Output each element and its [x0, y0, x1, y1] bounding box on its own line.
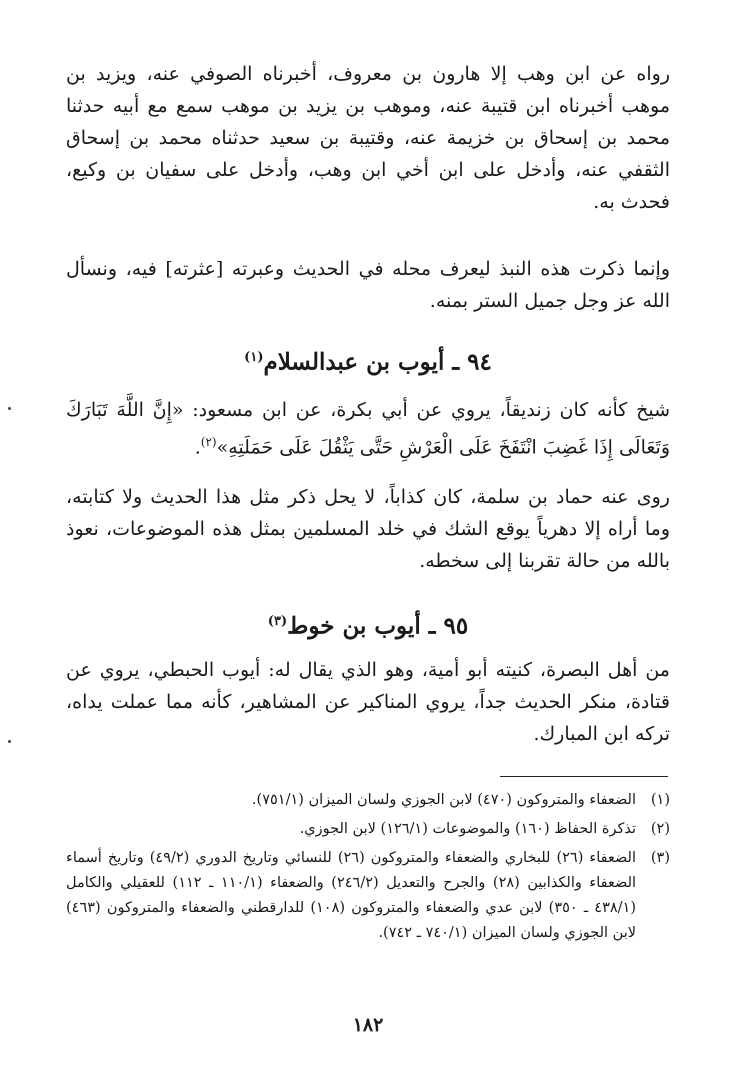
footnote-ref-3: (٣) [267, 614, 288, 629]
hadith-text: شيخ كأنه كان زنديقاً، يروي عن أبي بكرة، عن ابن مسعود: «إِنَّ اللَّهَ تَبَارَكَ وَتَعَالَى إِذَا غَضِبَ انْتَفَخَ عَلَى الْعَرْشِ حَتَّى يَثْقُلَ عَلَى حَمَلَتِهِ» [66, 399, 670, 459]
footnote-item [66, 846, 670, 946]
entry-heading-94 [66, 338, 670, 383]
paragraph-biography: من أهل البصرة، كنيته أبو أمية، وهو الذي يقال له: أيوب الحبطي، يروي عن قتادة، منكر الحديث جداً، يروي المناكير عن المشاهير، كأنه مما عملت يداه، تركه ابن المبارك. [66, 659, 670, 745]
footnote-number: (٢) [650, 821, 670, 837]
footnote-ref-1: (١) [244, 350, 264, 365]
footnotes-section [66, 788, 670, 950]
paragraph-hadith [66, 394, 670, 463]
footnote-text: تذكرة الحفاظ (١٦٠) والموضوعات (١٢٦/١) لابن الجوزي. [299, 821, 636, 837]
footnote-number: (١) [650, 792, 670, 808]
footnote-text: الضعفاء والمتروكون (٤٧٠) لابن الجوزي ولسان الميزان (٧٥١/١). [251, 792, 636, 808]
footnote-item [66, 788, 670, 813]
footnote-item [66, 817, 670, 842]
entry-title-94: ٩٤ ـ أيوب بن عبدالسلام [263, 348, 492, 376]
scan-speck [8, 740, 11, 743]
paragraph-critique: روى عنه حماد بن سلمة، كان كذاباً، لا يحل ذكر مثل هذا الحديث ولا كتابته، وما أراه إلا دهرياً يوقع الشك في خلد المسلمين بمثل هذه الموضوعات، نعوذ بالله من حالة تقربنا إلى سخطه. [66, 486, 670, 572]
footnote-text: الضعفاء (٢٦) للبخاري والضعفاء والمتروكون (٢٦) للنسائي وتاريخ الدوري (٤٩/٢) وتاريخ أسماء الضعفاء والكذابين (٢٨) والجرح والتعديل (٢٤٦/٢) والضعفاء (١١٠/١ ـ ١١٢) للعقيلي والكامل (٤٣٨/١ ـ ٣٥٠) لابن عدي والضعفاء والمتروكون (١٠٨) للدارقطني والضعفاء والمتروكون (٤٦٣) لابن الجوزي ولسان الميزان (٧٤٠/١ ـ ٧٤٢). [66, 850, 637, 941]
paragraph-narration: رواه عن ابن وهب إلا هارون بن معروف، أخبرناه الصوفي عنه، ويزيد بن موهب أخبرناه ابن قتيبة عنه، وموهب بن يزيد بن موهب سمع مع أبيه حدثنا محمد بن إسحاق بن خزيمة عنه، وقتيبة بن سعيد حدثناه محمد بن إسحاق الثقفي عنه، وأدخل على ابن أخي ابن وهب، وأدخل على سفيان بن وكيع، فحدث به. [66, 63, 670, 213]
entry-heading-95 [66, 602, 670, 647]
paragraph-remark: وإنما ذكرت هذه النبذ ليعرف محله في الحديث وعبرته [عثرته] فيه، ونسأل الله عز وجل جميل الستر بمنه. [66, 258, 670, 312]
footnote-number: (٣) [650, 850, 670, 866]
hadith-end: . [194, 436, 201, 459]
entry-title-95: ٩٥ ـ أيوب بن خوط [287, 612, 469, 640]
footnote-separator [500, 776, 668, 777]
page-number: ١٨٢ [352, 1014, 384, 1036]
scan-speck [8, 407, 11, 410]
footnote-ref-2: (٢) [200, 435, 217, 449]
